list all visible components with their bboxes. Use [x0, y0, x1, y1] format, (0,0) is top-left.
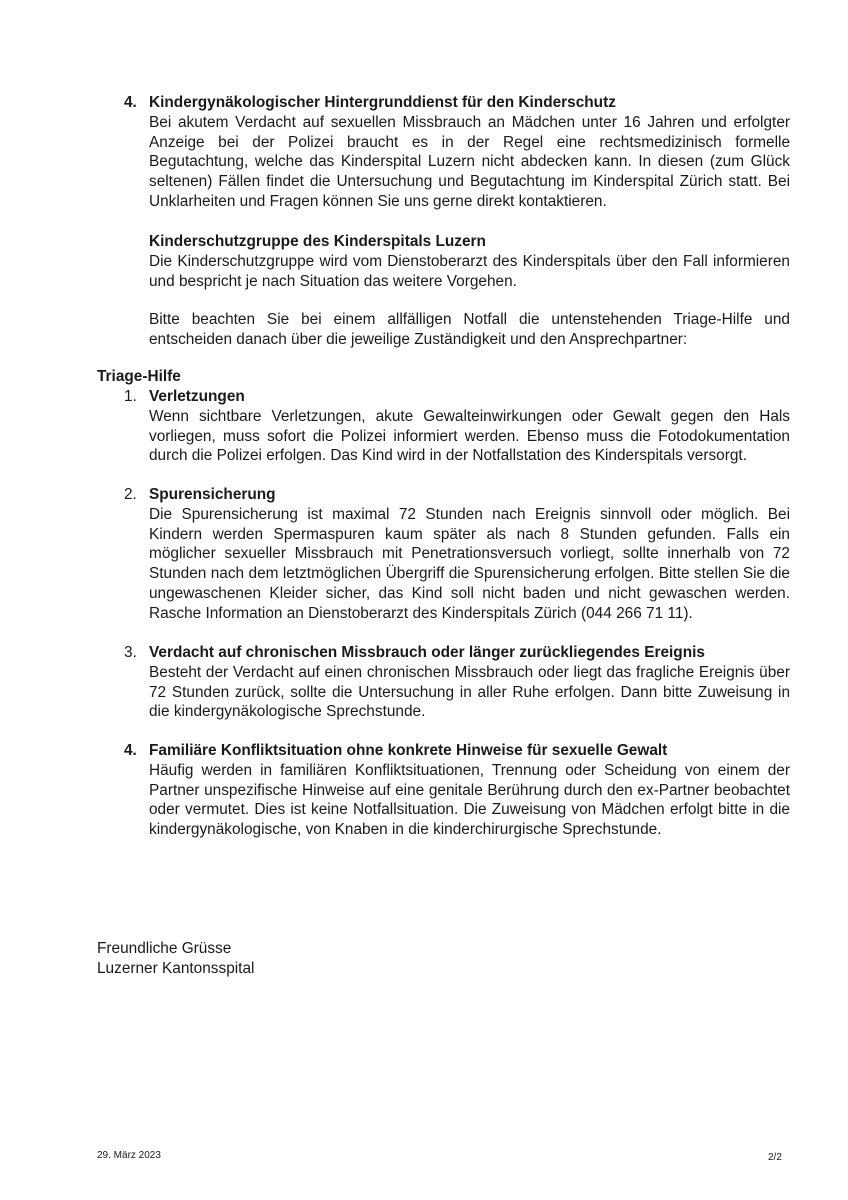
item-number: 4.	[124, 742, 137, 759]
triage-item-chronischer-missbrauch	[149, 643, 790, 722]
closing-block	[97, 939, 254, 979]
greeting: Freundliche Grüsse	[97, 940, 232, 957]
item-heading: Familiäre Konfliktsituation ohne konkrete Hinweise für sexuelle Gewalt	[149, 742, 668, 759]
item-number: 1.	[124, 388, 137, 405]
triage-title: Triage-Hilfe	[97, 368, 181, 385]
triage-note	[149, 310, 790, 350]
section-heading: Kinderschutzgruppe des Kinderspitals Luzern	[149, 233, 486, 250]
section-text: Bei akutem Verdacht auf sexuellen Missbrauch an Mädchen unter 16 Jahren und erfolgter Anzeige bei der Polizei braucht es in der Regel eine rechtsmedizinisch formelle Begutachtung, welche das Kinderspital Luzern nicht abdecken kann. In diesen (zum Glück seltenen) Fällen findet die Untersuchung und Begutachtung im Kinderspital Zürich statt. Bei Unklarheiten und Fragen können Sie uns gerne direkt kontaktieren.	[149, 113, 790, 210]
item-text: Besteht der Verdacht auf einen chronischen Missbrauch oder liegt das fragliche Ereignis über 72 Stunden zurück, sollte die Untersuchung in aller Ruhe erfolgen. Dann bitte Zuweisung in die kindergynäkologische Sprechstunde.	[149, 663, 790, 721]
item-text: Wenn sichtbare Verletzungen, akute Gewalteinwirkungen oder Gewalt gegen den Hals vorliegen, muss sofort die Polizei informiert werden. Ebenso muss die Fotodokumentation durch die Polizei erfolgen. Das Kind wird in der Notfallstation des Kinderspitals versorgt.	[149, 407, 790, 465]
item-text: Häufig werden in familiären Konfliktsituationen, Trennung oder Scheidung von einem der Partner unspezifische Hinweise auf eine genitale Berührung durch den ex-Partner beobachtet oder vermutet. Dies ist keine Notfallsituation. Die Zuweisung von Mädchen erfolgt bitte in die kindergynäkologische, von Knaben in die kinderchirurgische Sprechstunde.	[149, 761, 790, 839]
item-text: Die Spurensicherung ist maximal 72 Stunden nach Ereignis sinnvoll oder möglich. Bei Kindern werden Spermaspuren kaum später als nach 8 Stunden gefunden. Falls ein möglicher sexueller Missbrauch mit Penetrationsversuch vorliegt, sollte innerhalb von 72 Stunden nach dem letztmöglichen Übergriff die Spurensicherung erfolgen. Bitte stellen Sie die ungewaschenen Kleider sicher, das Kind soll nicht baden und nicht gewaschen werden. Rasche Information an Dienstoberarzt des Kinderspitals Zürich (044 266 71 11).	[149, 505, 790, 622]
item-heading: Verdacht auf chronischen Missbrauch oder länger zurückliegendes Ereignis	[149, 644, 705, 661]
sender: Luzerner Kantonsspital	[97, 960, 255, 977]
triage-item-spurensicherung	[149, 485, 790, 624]
page-number: 2/2	[768, 1152, 782, 1163]
kinderschutzgruppe-section	[149, 232, 790, 291]
footer-date: 29. März 2023	[97, 1150, 161, 1161]
section-text: Die Kinderschutzgruppe wird vom Dienstoberarzt des Kinderspitals über den Fall informieren und bespricht je nach Situation das weitere Vorgehen.	[149, 252, 790, 290]
item-heading: Verletzungen	[149, 388, 245, 405]
triage-item-konfliktsituation	[149, 741, 790, 840]
item-heading: Spurensicherung	[149, 486, 276, 503]
section-heading: Kindergynäkologischer Hintergrunddienst für den Kinderschutz	[149, 94, 616, 111]
item-number: 2.	[124, 486, 137, 503]
item-number: 3.	[124, 644, 137, 661]
item-number: 4.	[124, 94, 137, 111]
triage-item-verletzungen	[149, 387, 790, 466]
note-text: Bitte beachten Sie bei einem allfälligen Notfall die untenstehenden Triage-Hilfe und entscheiden danach über die jeweilige Zuständigkeit und den Ansprechpartner:	[149, 311, 790, 348]
hintergrunddienst-section	[149, 93, 790, 212]
